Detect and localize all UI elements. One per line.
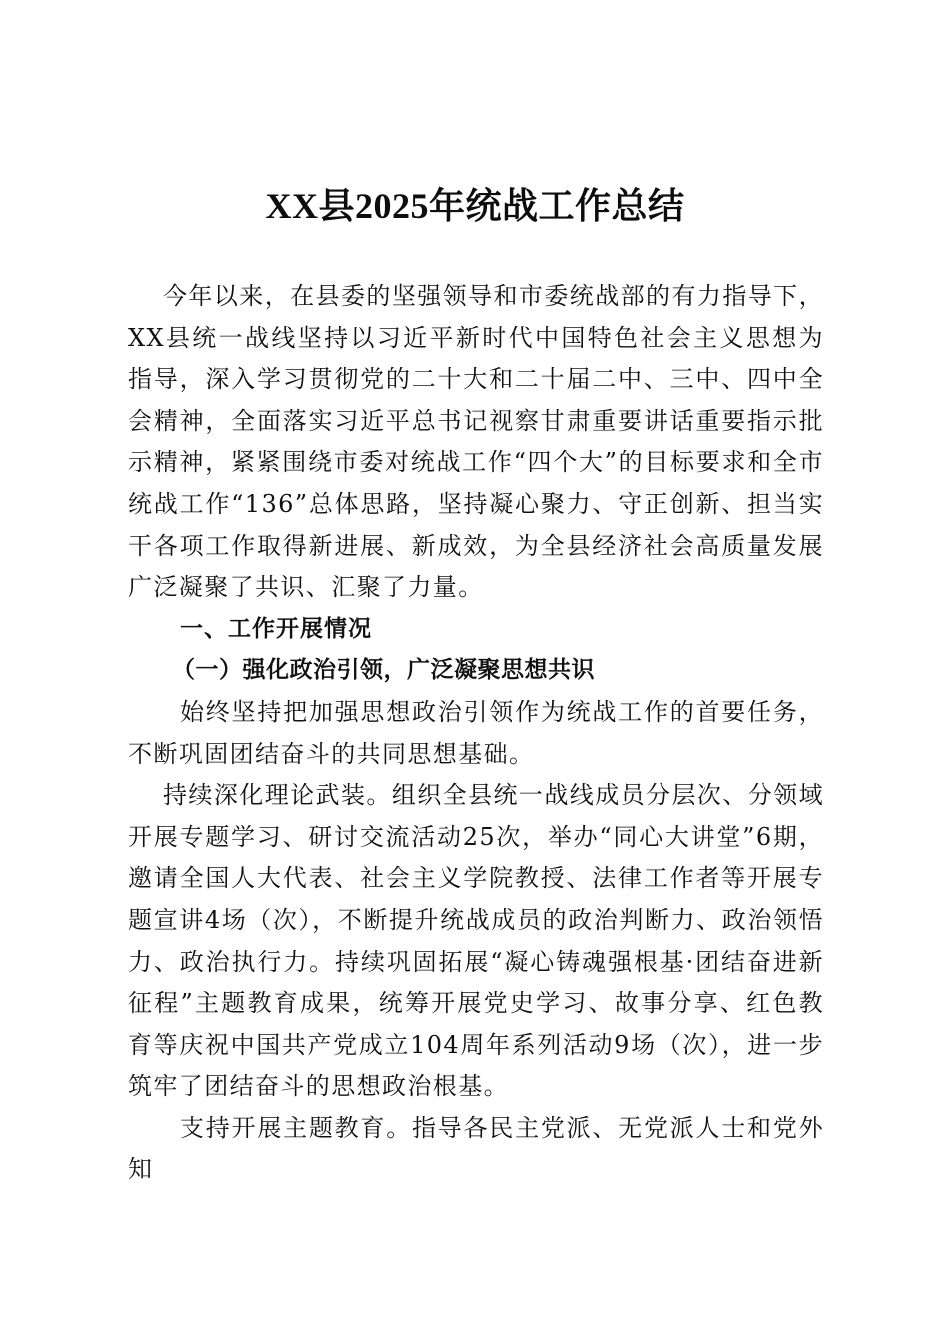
intro-paragraph: 今年以来，在县委的坚强领导和市委统战部的有力指导下，XX县统一战线坚持以习近平新时代中国特色社会主义思想为指导，深入学习贯彻党的二十大和二十届二中、三中、四中全会精神，全面落实习近平总书记视察甘肃重要讲话重要指示批示精神，紧紧围绕市委对统战工作“四个大”的目标要求和全市统战工作“136”总体思路，坚持凝心聚力、守正创新、担当实干各项工作取得新进展、新成效，为全县经济社会高质量发展广泛凝聚了共识、汇聚了力量。 — [128, 282, 824, 602]
body-paragraph: 支持开展主题教育。指导各民主党派、无党派人士和党外知 — [128, 1113, 824, 1184]
subsection-heading-1: （一）强化政治引领，广泛凝聚思想共识 — [172, 657, 595, 684]
body-paragraph: 持续深化理论武装。组织全县统一战线成员分层次、分领域开展专题学习、研讨交流活动25次，举办“同心大讲堂”6期，邀请全国人大代表、社会主义学院教授、法律工作者等开展专题宣讲4场（次），不断提升统战成员的政治判断力、政治领悟力、政治执行力。持续巩固拓展“凝心铸魂强根基·团结奋进新征程”主题教育成果，统筹开展党史学习、故事分享、红色教育等庆祝中国共产党成立104周年系列活动9场（次），进一步筑牢了团结奋斗的思想政治根基。 — [128, 781, 824, 1101]
body-paragraph: 始终坚持把加强思想政治引领作为统战工作的首要任务，不断巩固团结奋斗的共同思想基础。 — [128, 697, 824, 768]
document-body — [128, 276, 824, 1191]
section-heading-1: 一、工作开展情况 — [180, 615, 372, 642]
document-title: XX县2025年统战工作总结 — [265, 186, 685, 226]
